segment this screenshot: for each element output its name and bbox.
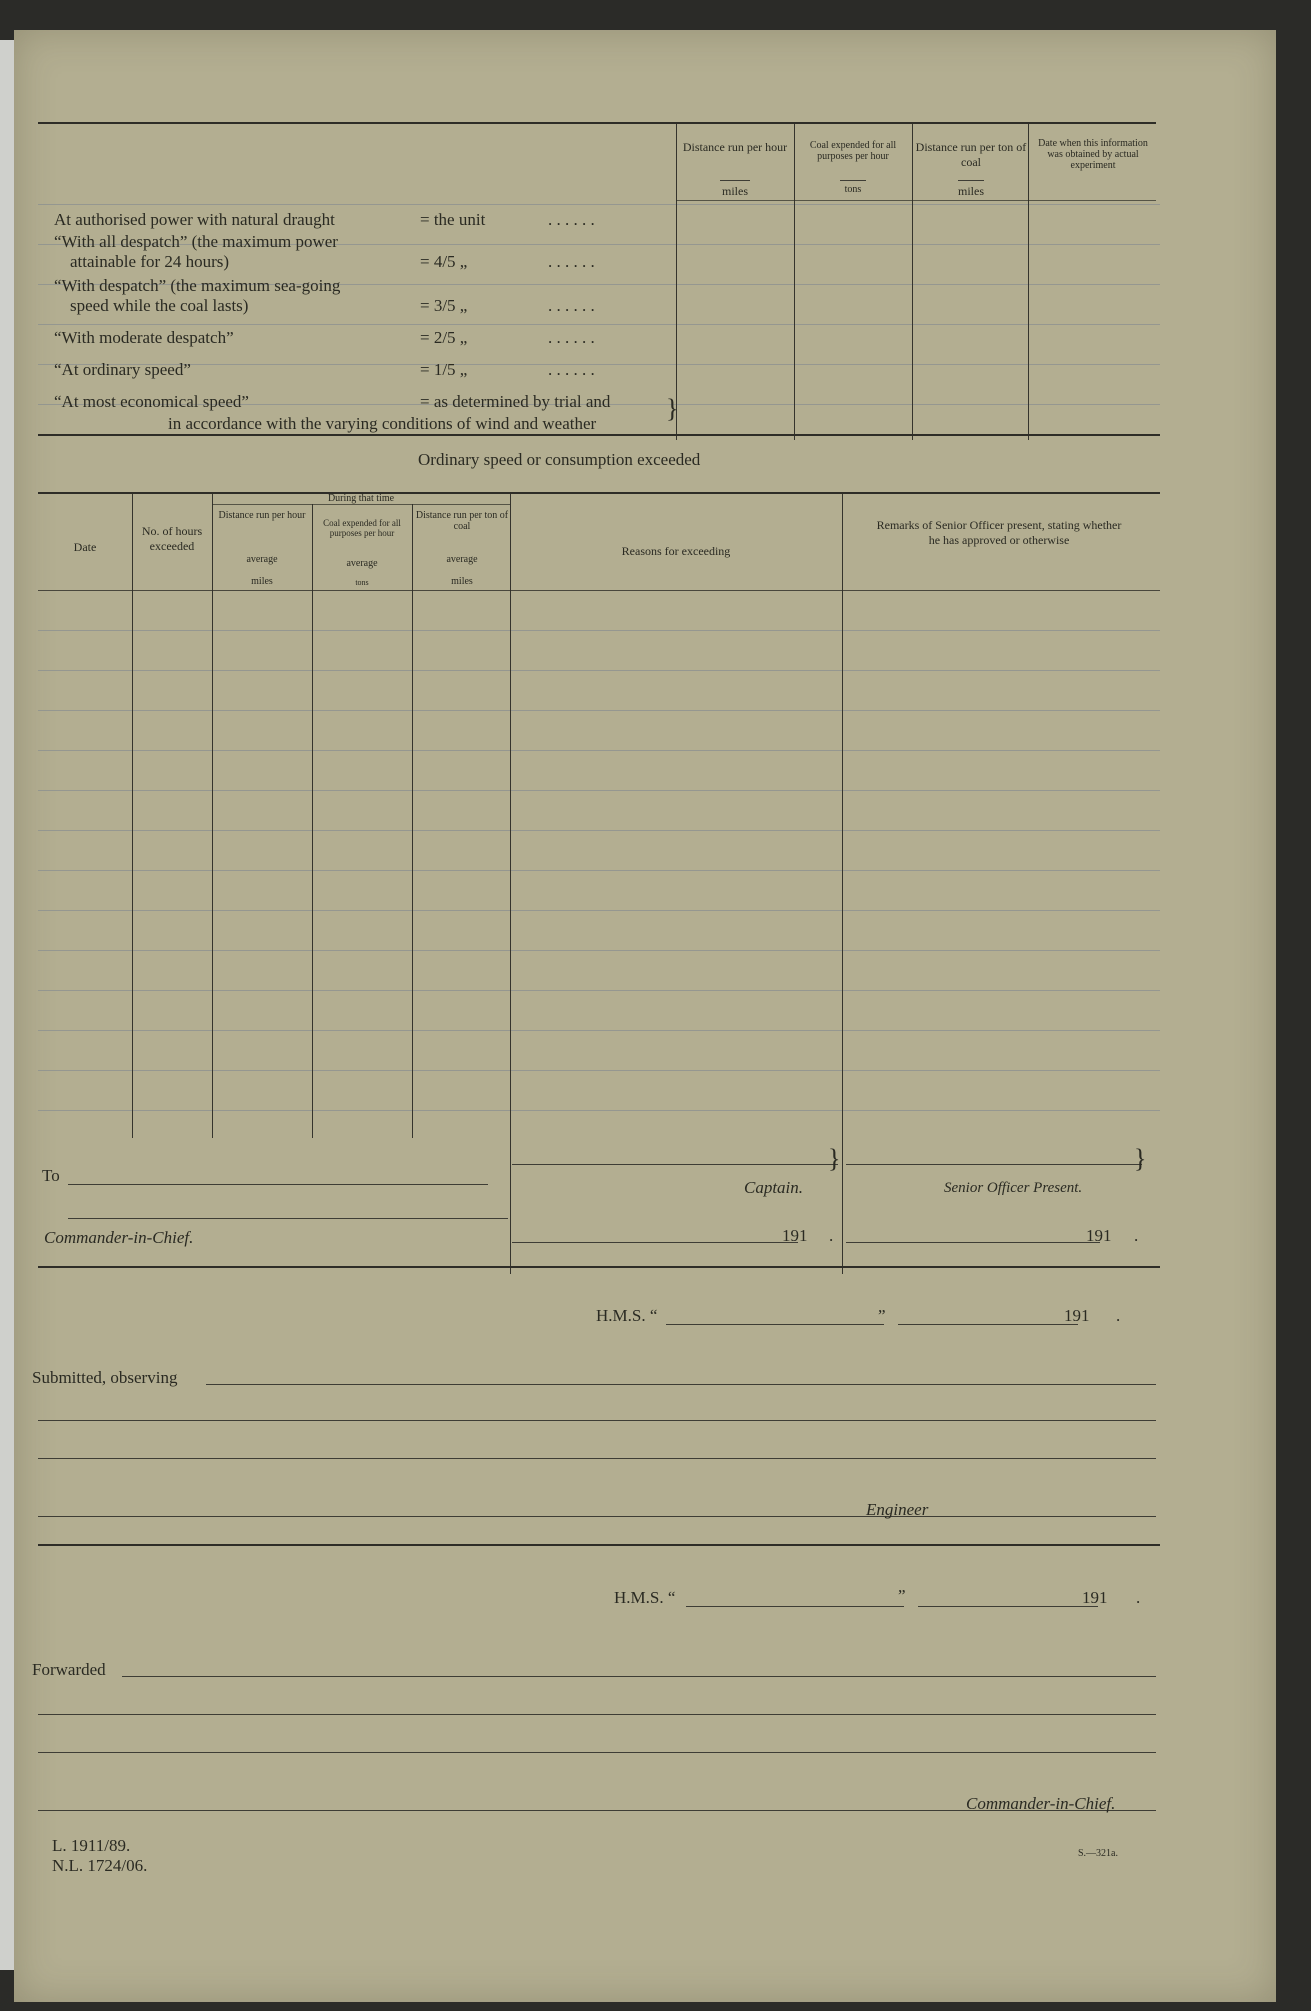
ship-name-line[interactable] [686, 1606, 904, 1607]
brace: } [1134, 1144, 1147, 1173]
to-line[interactable] [68, 1184, 488, 1185]
section-rule [38, 492, 1160, 494]
reference-2: N.L. 1724/06. [52, 1856, 148, 1875]
col-divider [676, 124, 677, 440]
ruled-line [38, 1070, 1160, 1071]
row-label: “With all despatch” (the maximum power [54, 232, 338, 251]
header-average: average [446, 554, 478, 565]
col-divider [794, 124, 795, 440]
ruled-line [38, 1110, 1160, 1111]
forwarded-line[interactable] [122, 1676, 1156, 1677]
header-distance: Distance run per hour [218, 510, 306, 521]
date-line[interactable] [512, 1242, 798, 1243]
row-ratio: = 4/5 „ [420, 252, 468, 271]
date-line[interactable] [898, 1324, 1078, 1325]
observation-line[interactable] [38, 1458, 1156, 1459]
row-label: “With moderate despatch” [54, 328, 234, 347]
date-line[interactable] [846, 1242, 1100, 1243]
ruled-line [38, 750, 1160, 751]
header-tons: tons [355, 578, 369, 587]
hms-label: H.M.S. “ [614, 1588, 676, 1607]
forwarded-label: Forwarded [32, 1660, 106, 1679]
col-unit-miles: miles [958, 184, 984, 198]
row-ratio: = as determined by trial and [420, 392, 611, 411]
cinc-label: Commander-in-Chief. [966, 1794, 1116, 1813]
captain-label: Captain. [744, 1178, 804, 1197]
col-divider [312, 504, 313, 1138]
row-label: “At ordinary speed” [54, 360, 191, 379]
captain-line[interactable] [512, 1164, 838, 1165]
header-rule [676, 200, 1156, 201]
ruled-line [38, 910, 1160, 911]
ruled-line [38, 710, 1160, 711]
forwarded-line[interactable] [38, 1752, 1156, 1753]
date-line[interactable] [918, 1606, 1098, 1607]
row-label: At authorised power with natural draught [54, 210, 335, 229]
during-header: During that time [327, 493, 395, 504]
row-label: speed while the coal lasts) [70, 296, 249, 315]
hms-label: H.M.S. “ [596, 1306, 658, 1325]
year-label: 191 [1086, 1226, 1112, 1245]
row-label: attainable for 24 hours) [70, 252, 230, 271]
engineer-label: Engineer [866, 1500, 929, 1519]
col-header-date: Date when this information was obtained by actual experiment [1038, 138, 1148, 171]
header-miles: miles [251, 576, 273, 587]
engineer-line[interactable] [38, 1516, 1156, 1517]
col-unit-miles: miles [722, 184, 748, 198]
brace: } [828, 1144, 841, 1173]
brace: } [666, 394, 679, 423]
row-dots: . . . . . . [548, 210, 595, 229]
row-ratio: = 1/5 „ [420, 360, 468, 379]
header-hours: No. of hours exceeded [141, 524, 203, 553]
form-number: S.—321a. [1078, 1848, 1118, 1859]
section-rule [38, 434, 1160, 436]
year-label: 191 [782, 1226, 808, 1245]
ruled-line [38, 670, 1160, 671]
submitted-label: Submitted, observing [32, 1368, 178, 1387]
row-ratio: = 3/5 „ [420, 296, 468, 315]
col-header-distance: Distance run per hour [682, 140, 788, 154]
senior-officer-line[interactable] [846, 1164, 1142, 1165]
observation-line[interactable] [38, 1420, 1156, 1421]
col-divider [510, 494, 511, 1274]
close-quote: ” [898, 1586, 906, 1605]
row-label: “At most economical speed” [54, 392, 249, 411]
ruled-line [38, 364, 1160, 365]
ruled-line [38, 790, 1160, 791]
forwarded-line[interactable] [38, 1714, 1156, 1715]
header-remarks: Remarks of Senior Officer present, stating whether he has approved or otherwise [876, 518, 1122, 547]
row-ratio: = the unit [420, 210, 486, 229]
header-average: average [346, 558, 378, 569]
form-page [14, 30, 1276, 2002]
header-reasons: Reasons for exceeding [621, 544, 731, 558]
dot: . [829, 1226, 834, 1245]
header-per-ton: Distance run per ton of coal [415, 510, 509, 532]
header-average: average [246, 554, 278, 565]
col-unit-tons: tons [844, 184, 862, 195]
row-label: “With despatch” (the maximum sea-going [54, 276, 341, 295]
col-divider [842, 494, 843, 1274]
ruled-line [38, 324, 1160, 325]
row-ratio: = 2/5 „ [420, 328, 468, 347]
top-rule [38, 122, 1156, 124]
section-title: Ordinary speed or consumption exceeded [418, 450, 701, 469]
row-dots: . . . . . . [548, 252, 595, 271]
header-miles: miles [451, 576, 473, 587]
col-divider [912, 124, 913, 440]
unit-rule [958, 180, 984, 181]
close-quote: ” [878, 1306, 886, 1325]
senior-officer-label: Senior Officer Present. [944, 1180, 1083, 1196]
ship-name-line[interactable] [666, 1324, 884, 1325]
year-label: 191 [1064, 1306, 1090, 1325]
unit-rule [840, 180, 866, 181]
to-label: To [42, 1166, 60, 1185]
observation-line[interactable] [206, 1384, 1156, 1385]
reference-1: L. 1911/89. [52, 1836, 131, 1855]
ruled-line [38, 1030, 1160, 1031]
to-line-2[interactable] [68, 1218, 508, 1219]
header-rule [212, 504, 510, 505]
row-dots: . . . . . . [548, 328, 595, 347]
dot: . [1116, 1306, 1121, 1325]
row-dots: . . . . . . [548, 360, 595, 379]
col-header-coal: Coal expended for all purposes per hour [809, 140, 897, 162]
header-rule [38, 590, 1160, 591]
header-date: Date [73, 540, 97, 554]
section-rule [38, 1544, 1160, 1546]
cinc-label: Commander-in-Chief. [44, 1228, 194, 1247]
dot: . [1136, 1588, 1141, 1607]
ruled-line [38, 830, 1160, 831]
row-label: in accordance with the varying conditions of wind and weather [168, 414, 597, 433]
row-dots: . . . . . . [548, 296, 595, 315]
header-coal: Coal expended for all purposes per hour [323, 518, 401, 538]
ruled-line [38, 990, 1160, 991]
col-divider [1028, 124, 1029, 440]
year-label: 191 [1082, 1588, 1108, 1607]
col-divider [412, 504, 413, 1138]
ruled-line [38, 870, 1160, 871]
section-rule [38, 1266, 1160, 1268]
unit-rule [720, 180, 750, 181]
ruled-line [38, 204, 1160, 205]
ruled-line [38, 630, 1160, 631]
ruled-line [38, 950, 1160, 951]
dot: . [1134, 1226, 1139, 1245]
col-header-per-ton: Distance run per ton of coal [915, 140, 1027, 169]
